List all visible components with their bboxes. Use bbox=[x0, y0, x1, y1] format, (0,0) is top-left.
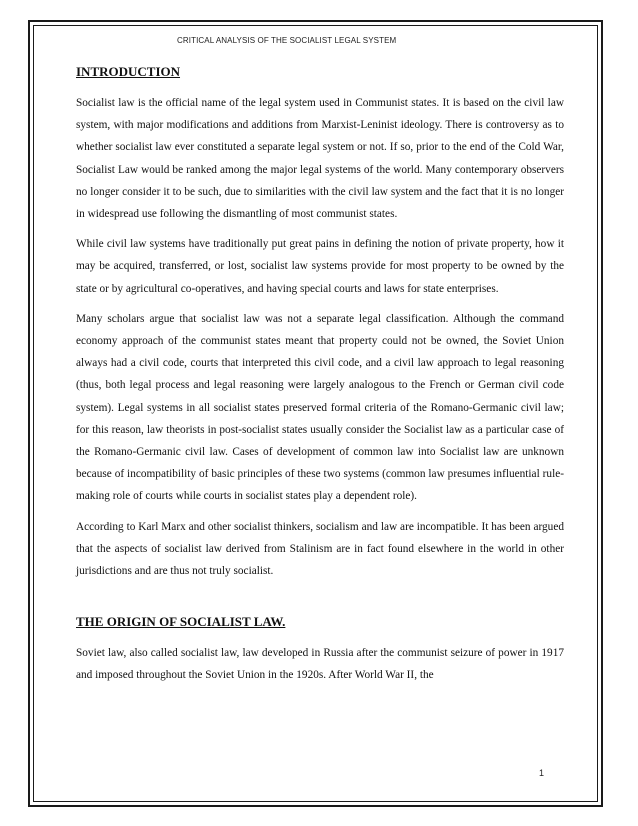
paragraph: While civil law systems have traditionally put great pains in defining the notion of private property, how it may be acquired, transferred, or lost, socialist law systems provide for most property to be owned by the state or by agricultural co-operatives, and having special courts and laws for state enterprises. bbox=[76, 238, 564, 295]
paragraph: Socialist law is the official name of the legal system used in Communist states. It is based on the civil law system, with major modifications and additions from Marxist-Leninist ideology. There is controversy as to whether socialist law ever constituted a separate legal system or not. If so, prior to the end of the Cold War, Socialist Law would be ranked among the major legal systems of the world. Many contemporary observers no longer consider it to be such, due to similarities with the civil law system and the fact that it is no longer in widespread use following the dismantling of most communist states. bbox=[76, 97, 564, 221]
section-heading-origin: THE ORIGIN OF SOCIALIST LAW. bbox=[76, 614, 286, 630]
running-header: CRITICAL ANALYSIS OF THE SOCIALIST LEGAL SYSTEM bbox=[177, 36, 397, 45]
document-body bbox=[76, 60, 564, 695]
page-number: 1 bbox=[539, 768, 545, 778]
section-heading-introduction: INTRODUCTION bbox=[76, 64, 181, 79]
paragraph: Many scholars argue that socialist law was not a separate legal classification. Although the command economy approach of the communist states meant that property could not be owned, the Soviet Union always had a civil code, courts that interpreted this civil code, and a civil law approach to legal reasoning (thus, both legal process and legal reasoning were largely analogous to the French or German civil code system). Legal systems in all socialist states preserved formal criteria of the Romano-Germanic civil law; for this reason, law theorists in post-socialist states usually consider the Socialist law as a particular case of the Romano-Germanic civil law. Cases of development of common law into Socialist law are unknown because of incompatibility of basic principles of these two systems (common law presumes influential rule-making role of courts while courts in socialist states play a dependent role). bbox=[76, 312, 564, 503]
paragraph: Soviet law, also called socialist law, law developed in Russia after the communist seizure of power in 1917 and imposed throughout the Soviet Union in the 1920s. After World War II, the bbox=[76, 647, 564, 682]
paragraph: According to Karl Marx and other socialist thinkers, socialism and law are incompatible. It has been argued that the aspects of socialist law derived from Stalinism are in fact found elsewhere in the world in other jurisdictions and are thus not truly socialist. bbox=[76, 520, 564, 578]
